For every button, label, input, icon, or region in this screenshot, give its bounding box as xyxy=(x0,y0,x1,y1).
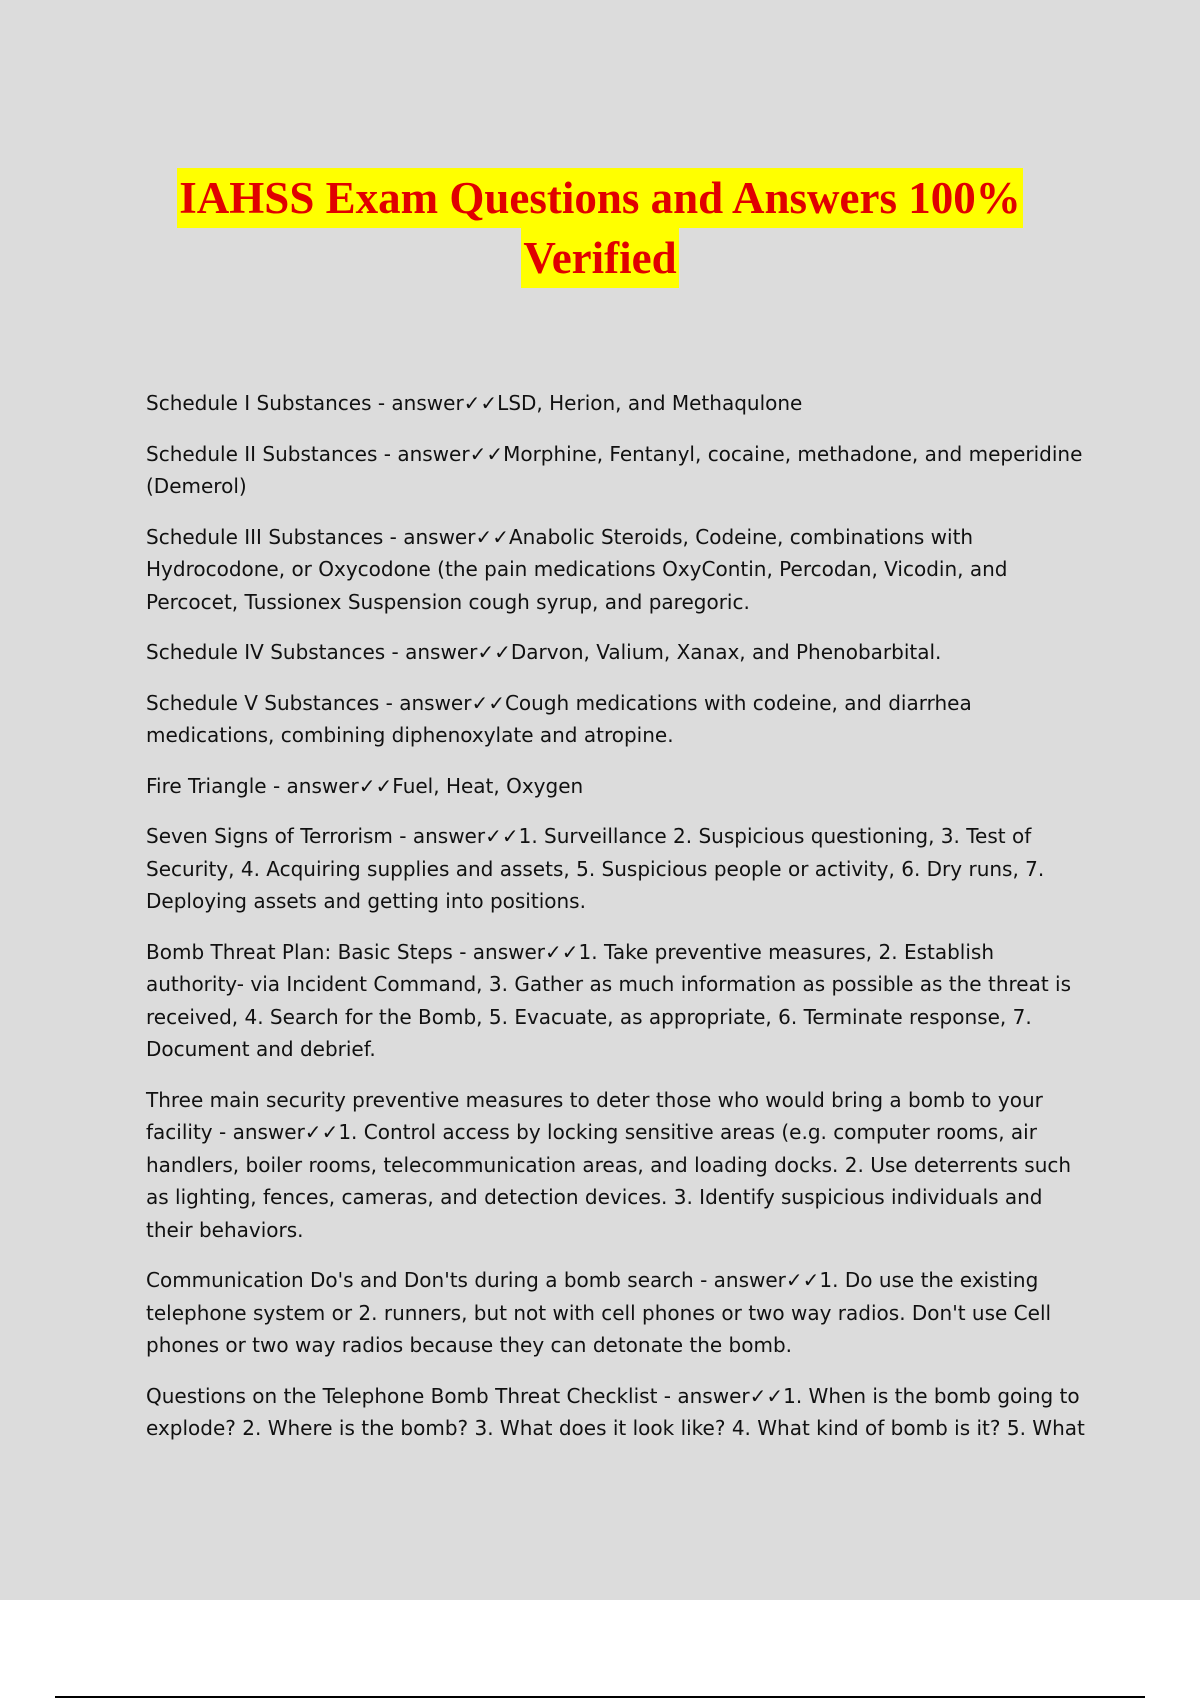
title-line-1: IAHSS Exam Questions and Answers 100% xyxy=(177,168,1022,228)
qa-entry-schedule-2: Schedule II Substances - answer✓✓Morphine, Fentanyl, cocaine, methadone, and meperidine (Demerol) xyxy=(146,441,1083,498)
footer-divider xyxy=(55,1696,1145,1698)
qa-list xyxy=(146,387,1091,1463)
qa-entry-fire-triangle: Fire Triangle - answer✓✓Fuel, Heat, Oxygen xyxy=(146,773,584,798)
qa-entry-preventive-measures: Three main security preventive measures to deter those who would bring a bomb to your facility - answer✓✓1. Control access by locking sensitive areas (e.g. computer rooms, air handlers, boiler rooms, telecommunication areas, and loading docks. 2. Use deterrents such as lighting, fences, cameras, and detection devices. 3. Identify suspicious individuals and their behaviors. xyxy=(146,1087,1072,1242)
qa-entry-bomb-threat-plan: Bomb Threat Plan: Basic Steps - answer✓✓1. Take preventive measures, 2. Establish authority- via Incident Command, 3. Gather as much information as possible as the threat is received, 4. Search for the Bomb, 5. Evacuate, as appropriate, 6. Terminate response, 7. Document and debrief. xyxy=(146,939,1072,1061)
title-line-2: Verified xyxy=(521,228,678,288)
qa-entry-communication: Communication Do's and Don'ts during a bomb search - answer✓✓1. Do use the existing telephone system or 2. runners, but not with cell phones or two way radios. Don't use Cell phones or two way radios because they can detonate the bomb. xyxy=(146,1268,1052,1357)
qa-entry-terrorism-signs: Seven Signs of Terrorism - answer✓✓1. Surveillance 2. Suspicious questioning, 3. Test of Security, 4. Acquiring supplies and assets, 5. Suspicious people or activity, 6. Dry runs, 7. Deploying assets and getting into positions. xyxy=(146,824,1045,913)
qa-entry-schedule-4: Schedule IV Substances - answer✓✓Darvon, Valium, Xanax, and Phenobarbital. xyxy=(146,640,942,664)
qa-entry-schedule-1: Schedule I Substances - answer✓✓LSD, Herion, and Methaqulone xyxy=(146,391,803,415)
qa-entry-schedule-5: Schedule V Substances - answer✓✓Cough medications with codeine, and diarrhea medications, combining diphenoxylate and atropine. xyxy=(146,690,972,747)
qa-entry-schedule-3: Schedule III Substances - answer✓✓Anabolic Steroids, Codeine, combinations with Hydrocodone, or Oxycodone (the pain medications OxyContin, Percodan, Vicodin, and Percocet, Tussionex Suspension cough syrup, and paregoric. xyxy=(146,524,1008,614)
document-title xyxy=(0,168,1200,288)
qa-entry-checklist-questions: Questions on the Telephone Bomb Threat Checklist - answer✓✓1. When is the bomb going to explode? 2. Where is the bomb? 3. What does it look like? 4. What kind of bomb is it? 5. What xyxy=(146,1383,1085,1440)
